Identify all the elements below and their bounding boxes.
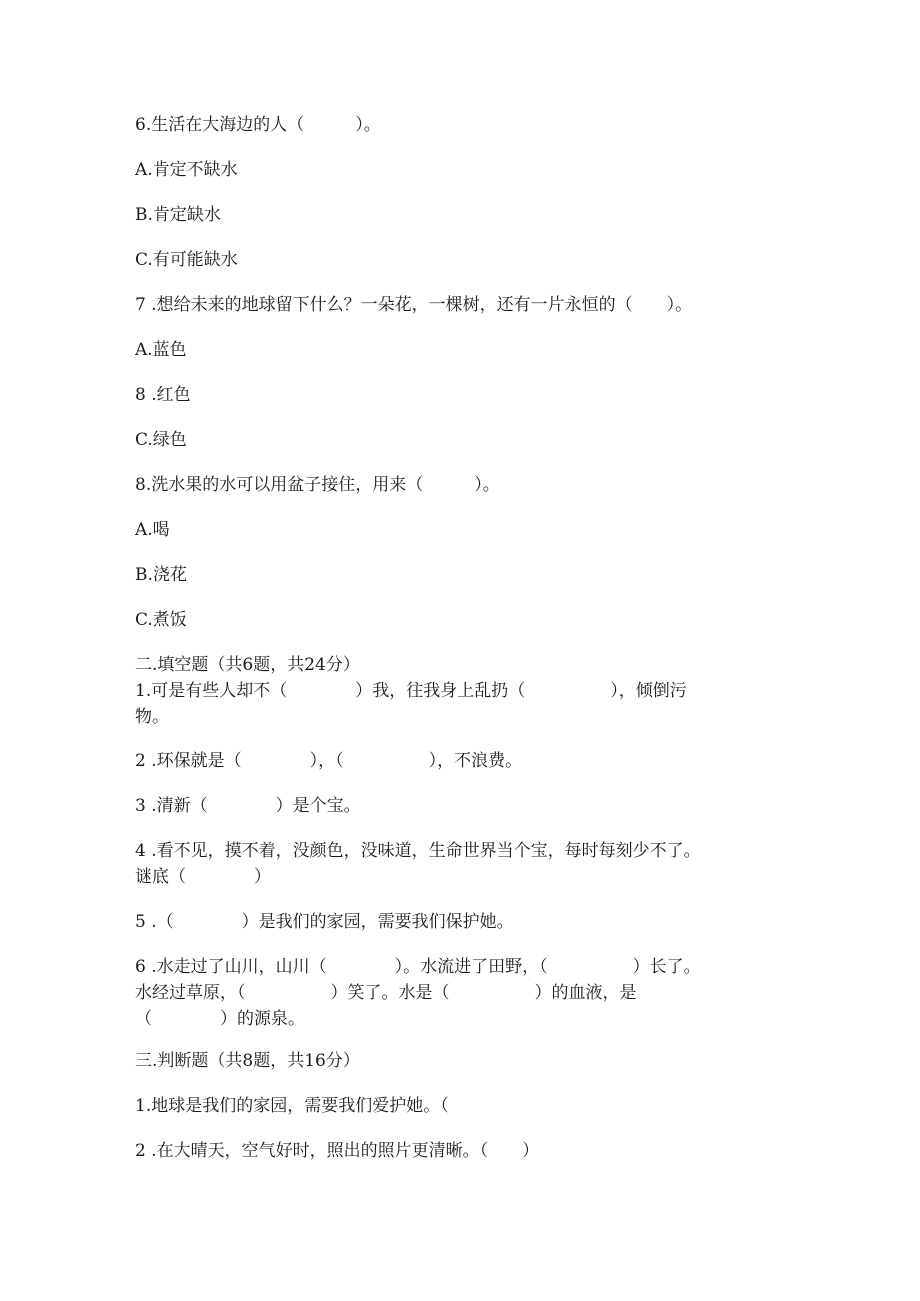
section-2-heading: 二.填空题（共6题，共24分） bbox=[135, 655, 360, 675]
question-7-stem: 7 .想给未来的地球留下什么？一朵花，一棵树，还有一片永恒的（ ）。 bbox=[135, 295, 693, 315]
question-6-option-a: A.肯定不缺水 bbox=[135, 160, 238, 180]
fill-4-line-1: 4 .看不见，摸不着，没颜色，没味道，生命世界当个宝，每时每刻少不了。 bbox=[135, 841, 701, 861]
judge-1: 1.地球是我们的家园，需要我们爱护她。（ bbox=[135, 1096, 449, 1116]
question-7-option-b: 8 .红色 bbox=[135, 385, 191, 405]
question-6-stem: 6.生活在大海边的人（ ）。 bbox=[135, 115, 381, 135]
fill-1-line-2: 物。 bbox=[135, 707, 169, 727]
judge-2: 2 .在大晴天，空气好时，照出的照片更清晰。（ ） bbox=[135, 1141, 540, 1161]
fill-2: 2 .环保就是（ ），（ ），不浪费。 bbox=[135, 751, 523, 771]
question-7-option-c: C.绿色 bbox=[135, 430, 187, 450]
question-8-option-c: C.煮饭 bbox=[135, 610, 187, 630]
fill-6-line-2: 水经过草原，（ ）笑了。水是（ ）的血液，是 bbox=[135, 983, 637, 1003]
question-6-option-c: C.有可能缺水 bbox=[135, 250, 238, 270]
fill-1-line-1: 1.可是有些人却不（ ）我，往我身上乱扔（ ），倾倒污 bbox=[135, 681, 687, 701]
question-7-option-a: A.蓝色 bbox=[135, 340, 187, 360]
fill-6-line-1: 6 .水走过了山川，山川（ ）。水流进了田野，（ ）长了。 bbox=[135, 957, 701, 977]
question-6-option-b: B.肯定缺水 bbox=[135, 205, 221, 225]
question-8-stem: 8.洗水果的水可以用盆子接住，用来（ ）。 bbox=[135, 475, 500, 495]
question-8-option-a: A.喝 bbox=[135, 520, 170, 540]
question-8-option-b: B.浇花 bbox=[135, 565, 187, 585]
fill-3: 3 .清新（ ）是个宝。 bbox=[135, 796, 361, 816]
fill-6-line-3: （ ）的源泉。 bbox=[135, 1009, 305, 1029]
section-3-heading: 三.判断题（共8题，共16分） bbox=[135, 1051, 360, 1071]
fill-4-line-2: 谜底（ ） bbox=[135, 867, 271, 887]
fill-5: 5 .（ ）是我们的家园，需要我们保护她。 bbox=[135, 912, 514, 932]
